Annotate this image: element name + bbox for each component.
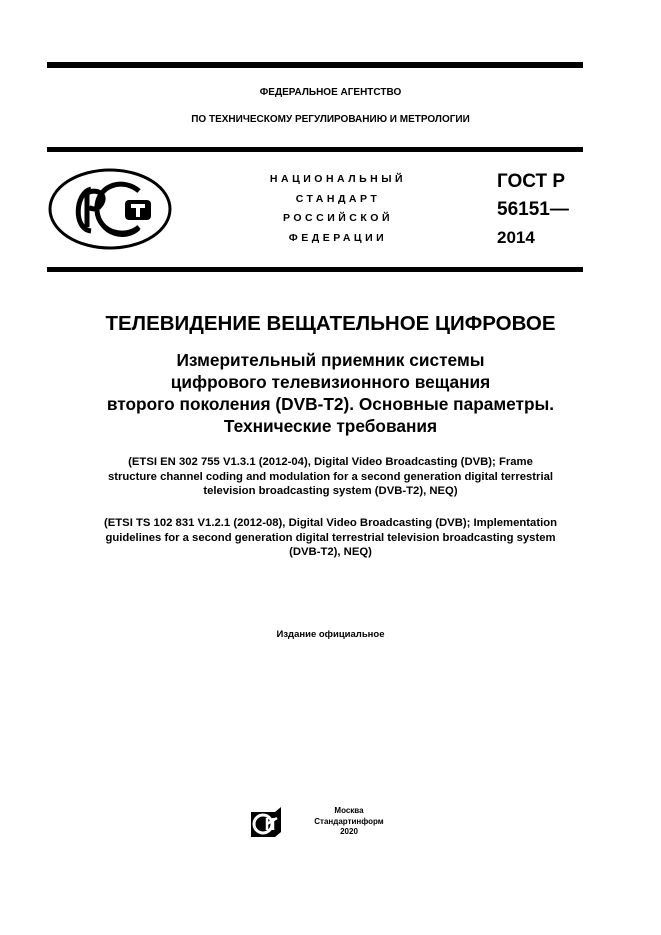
national-line: НАЦИОНАЛЬНЫЙ — [269, 173, 407, 185]
publisher-year: 2020 — [340, 827, 358, 836]
reference-line: (ETSI EN 302 755 V1.3.1 (2012-04), Digital Video Broadcasting (DVB); Frame — [128, 456, 533, 468]
publisher-city: Москва — [334, 806, 364, 815]
subtitle-line: второго поколения (DVB-T2). Основные параметры. — [106, 394, 555, 414]
national-line: СТАНДАРТ — [295, 192, 381, 205]
subtitle-line: Измерительный приемник системы — [176, 350, 485, 370]
publisher-block — [249, 806, 409, 846]
gost-designation — [497, 168, 569, 252]
agency-line-2: ПО ТЕХНИЧЕСКОМУ РЕГУЛИРОВАНИЮ И МЕТРОЛОГИИ — [191, 114, 470, 125]
official-edition-label: Издание официальное — [276, 629, 385, 640]
gost-line: ГОСТ Р — [497, 171, 566, 192]
standartinform-logo-icon — [249, 806, 283, 838]
document-subtitle — [0, 349, 661, 437]
header-rule — [47, 147, 583, 152]
agency-line-1: ФЕДЕРАЛЬНОЕ АГЕНТСТВО — [259, 87, 402, 98]
reference-line: (ETSI TS 102 831 V1.2.1 (2012-08), Digital Video Broadcasting (DVB); Implementation — [103, 517, 558, 529]
national-line: ФЕДЕРАЦИИ — [288, 231, 388, 244]
reference-line: guidelines for a second generation digital terrestrial television broadcasting system — [105, 531, 556, 544]
subtitle-line: цифрового телевизионного вещания — [170, 372, 491, 392]
national-standard-label — [238, 170, 438, 248]
standard-block-rule — [47, 267, 583, 272]
reference-etsi-en — [0, 455, 661, 499]
top-rule — [47, 62, 583, 68]
gost-line: 56151— — [497, 199, 569, 220]
subtitle-line: Технические требования — [223, 416, 438, 436]
reference-line: (DVB-T2), NEQ) — [289, 546, 372, 558]
reference-etsi-ts — [0, 516, 661, 560]
document-title: ТЕЛЕВИДЕНИЕ ВЕЩАТЕЛЬНОЕ ЦИФРОВОЕ — [105, 312, 556, 335]
gost-line: 2014 — [497, 228, 535, 247]
gost-r-logo-icon — [47, 167, 174, 252]
reference-line: structure channel coding and modulation for a second generation digital terrestrial — [107, 470, 554, 483]
publisher-text — [289, 806, 409, 838]
reference-line: television broadcasting system (DVB-T2), NEQ) — [203, 485, 458, 497]
national-line: РОССИЙСКОЙ — [283, 212, 393, 224]
publisher-name: Стандартинформ — [314, 816, 384, 826]
